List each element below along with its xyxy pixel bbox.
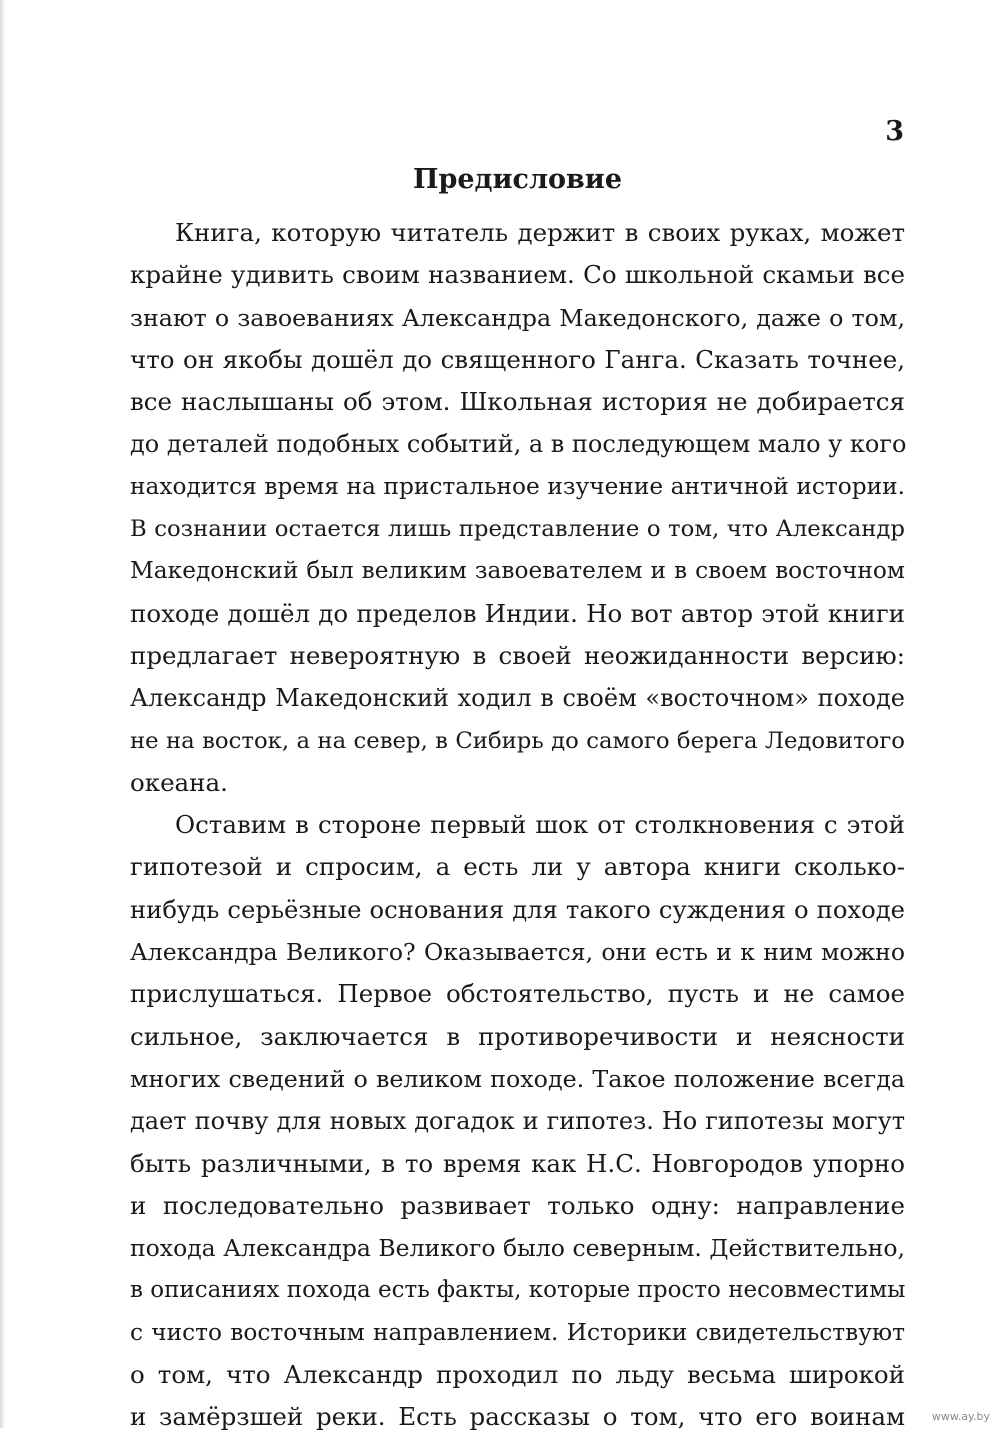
- text-line: предлагает невероятную в своей неожиданности версию:: [130, 640, 905, 670]
- text-line: океана.: [130, 767, 228, 797]
- text-line: с чисто восточным направлением. Историки свидетельствуют: [130, 1318, 905, 1346]
- paragraph-1: [130, 212, 905, 804]
- text-line: все наслышаны об этом. Школьная история не добирается: [130, 387, 905, 417]
- text-line: В сознании остается лишь представление о том, что Александр: [130, 516, 905, 543]
- text-line: быть различными, в то время как Н.С. Новгородов упорно: [130, 1148, 905, 1178]
- text-line: о том, что Александр проходил по льду весьма широкой: [130, 1360, 905, 1390]
- text-line: нибудь серьёзные основания для такого суждения о походе: [130, 894, 905, 924]
- chapter-heading: Предисловие: [412, 164, 623, 195]
- text-line: сильное, заключается в противоречивости и неясности: [130, 1021, 905, 1051]
- text-line: Александра Великого? Оказывается, они есть и к ним можно: [130, 938, 905, 967]
- text-line: Александр Македонский ходил в своём «восточном» походе: [130, 684, 905, 713]
- text-line: многих сведений о великом походе. Такое положение всегда: [130, 1064, 905, 1093]
- text-line: крайне удивить своим названием. Со школьной скамьи все: [130, 260, 905, 290]
- text-line: и последовательно развивает только одну: направление: [130, 1190, 905, 1220]
- page-number: 3: [885, 116, 904, 147]
- text-line: походе дошёл до пределов Индии. Но вот автор этой книги: [130, 598, 905, 628]
- text-line: гипотезой и спросим, а есть ли у автора книги сколько-: [130, 852, 905, 882]
- page-edge-shadow: [0, 0, 6, 1428]
- text-line: прислушаться. Первое обстоятельство, пусть и не самое: [130, 979, 905, 1009]
- watermark: www.ay.by: [931, 1410, 990, 1423]
- text-line: находится время на пристальное изучение античной истории.: [130, 472, 905, 500]
- text-line: дает почву для новых догадок и гипотез. Но гипотезы могут: [130, 1107, 905, 1136]
- text-line: что он якобы дошёл до священного Ганга. Сказать точнее,: [130, 344, 905, 374]
- text-line: в описаниях похода есть факты, которые просто несовместимы: [130, 1277, 906, 1304]
- text-line: знают о завоеваниях Александра Македонского, даже о том,: [130, 303, 905, 332]
- body-text: [130, 212, 905, 1439]
- text-line: до деталей подобных событий, а в последующем мало у кого: [130, 430, 907, 459]
- text-line: Македонский был великим завоевателем и в своем восточном: [130, 557, 905, 585]
- text-line: не на восток, а на север, в Сибирь до самого берега Ледовитого: [130, 727, 905, 754]
- text-line: и замёрзшей реки. Есть рассказы о том, что его воинам: [130, 1402, 905, 1432]
- text-line: Оставим в стороне первый шок от столкновения с этой: [175, 810, 905, 840]
- text-line: Книга, которую читатель держит в своих руках, может: [175, 218, 905, 247]
- paragraph-2: [130, 804, 905, 1438]
- text-line: похода Александра Великого было северным. Действительно,: [130, 1234, 905, 1263]
